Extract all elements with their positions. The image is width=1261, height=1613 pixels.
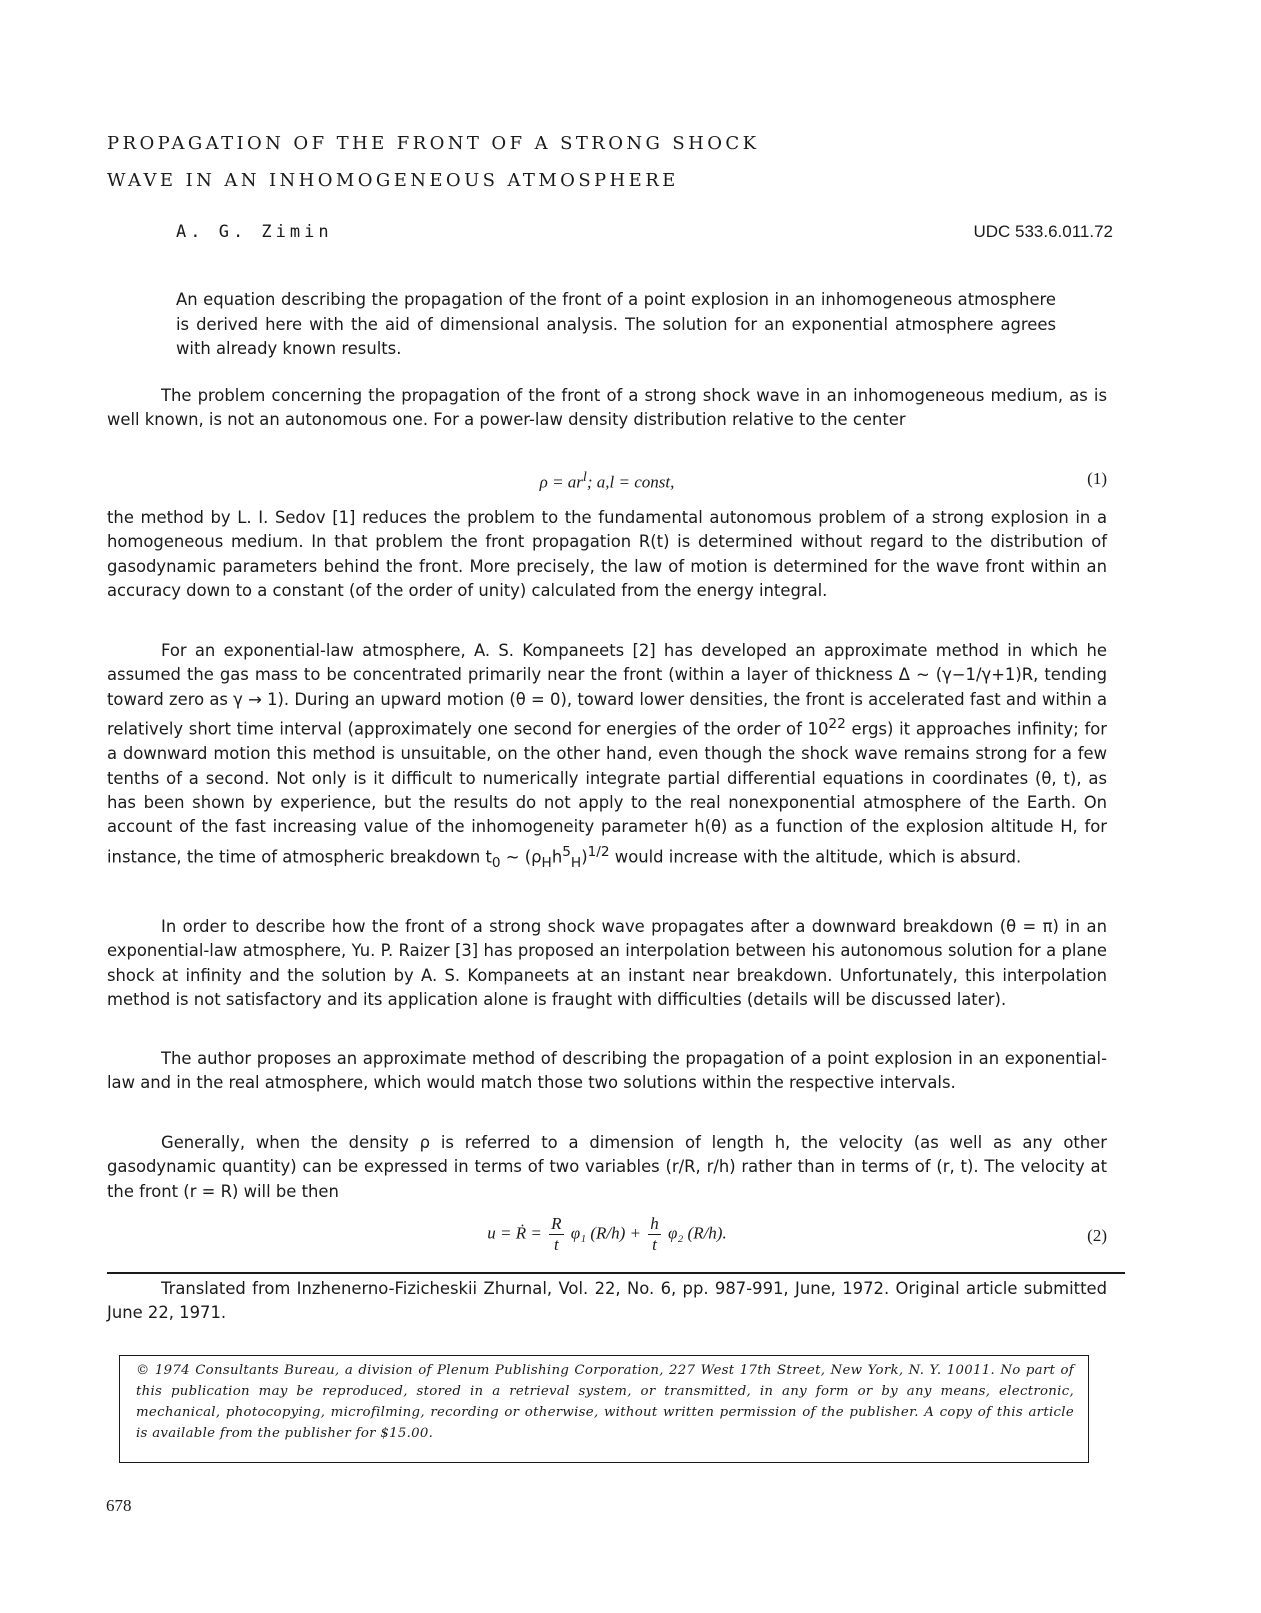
- equation-2: [107, 1214, 1107, 1264]
- translation-footnote: Translated from Inzhenerno-Fizicheskii Zhurnal, Vol. 22, No. 6, pp. 987-991, June, 1972. Original article submitted June 22, 1971.: [107, 1279, 1107, 1323]
- paragraph-3: For an exponential-law atmosphere, A. S. Kompaneets [2] has developed an approximate method in which he assumed the gas mass to be concentrated primarily near the front (within a layer of thickness Δ ~ (γ−1/γ+1)R, tending toward zero as γ → 1). During an upward motion (θ = 0), toward lower densities, the front is accelerated fast and within a relatively short time interval (approximately one second for energies of the order of $10^{22}$ ergs) it approaches infinity; for a downward motion this method is unsuitable, on the other hand, even though the shock wave remains strong for a few tenths of a second. Not only is it difficult to numerically integrate partial differential equations in coordinates (θ, t), as has been shown by experience, but the results do not apply to the real nonexponential atmosphere of the Earth. On account of the fast increasing value of the inhomogeneity parameter h(θ) as a function of the explosion altitude H, for instance, the time of atmospheric breakdown $t_0$ ~ $(\rho_Hh^5_H)^{1/2}$ would increase with the altitude, which is absurd.: [107, 641, 1107, 871]
- equation-2-expression: u = Ṙ = $\frac{R}{t}$ φ₁ (R/h) + $\frac{h}{t}$ φ₂ (R/h).: [487, 1214, 727, 1254]
- equation-1: [107, 469, 1107, 495]
- page-number: 678: [106, 1496, 132, 1515]
- paragraph-1: The problem concerning the propagation of the front of a strong shock wave in an inhomogeneous medium, as is well known, is not an autonomous one. For a power-law density distribution relative to the center: [107, 386, 1107, 430]
- title-line-2: WAVE IN AN INHOMOGENEOUS ATMOSPHERE: [107, 170, 679, 191]
- paragraph-2: the method by L. I. Sedov [1] reduces the problem to the fundamental autonomous problem of a strong explosion in a homogeneous medium. In that problem the front propagation R(t) is determined without regard to the distribution of gasodynamic parameters behind the front. More precisely, the law of motion is determined for the wave front within an accuracy down to a constant (of the order of unity) calculated from the energy integral.: [107, 508, 1107, 601]
- footnote-divider: [107, 1272, 1125, 1274]
- paragraph-5: The author proposes an approximate method of describing the propagation of a point explosion in an exponential-law and in the real atmosphere, which would match those two solutions within the respective intervals.: [107, 1049, 1107, 1093]
- equation-1-expression: $\rho = ar^l$; a,l = const,: [539, 469, 675, 492]
- author: A. G. Zimin: [176, 222, 333, 242]
- copyright-notice: © 1974 Consultants Bureau, a division of Plenum Publishing Corporation, 227 West 17th Street, New York, N. Y. 10011. No part of this publication may be reproduced, stored in a retrieval system, or transmitted, in any form or by any means, electronic, mechanical, photocopying, microfilming, recording or otherwise, without written permission of the publisher. A copy of this article is available from the publisher for $15.00.: [119, 1355, 1089, 1463]
- abstract: An equation describing the propagation of the front of a point explosion in an inhomogeneous atmosphere is derived here with the aid of dimensional analysis. The solution for an exponential atmosphere agrees with already known results.: [176, 290, 1056, 358]
- title-line-1: PROPAGATION OF THE FRONT OF A STRONG SHOCK: [107, 133, 760, 154]
- equation-2-number: (2): [1087, 1226, 1107, 1245]
- paragraph-4: In order to describe how the front of a strong shock wave propagates after a downward breakdown (θ = π) in an exponential-law atmosphere, Yu. P. Raizer [3] has proposed an interpolation between his autonomous solution for a plane shock at infinity and the solution by A. S. Kompaneets at an instant near breakdown. Unfortunately, this interpolation method is not satisfactory and its application alone is fraught with difficulties (details will be discussed later).: [107, 917, 1107, 1010]
- equation-1-number: (1): [1087, 469, 1107, 488]
- paragraph-6: Generally, when the density ρ is referred to a dimension of length h, the velocity (as well as any other gasodynamic quantity) can be expressed in terms of two variables (r/R, r/h) rather than in terms of (r, t). The velocity at the front (r = R) will be then: [107, 1133, 1107, 1201]
- udc-code: UDC 533.6.011.72: [973, 222, 1113, 241]
